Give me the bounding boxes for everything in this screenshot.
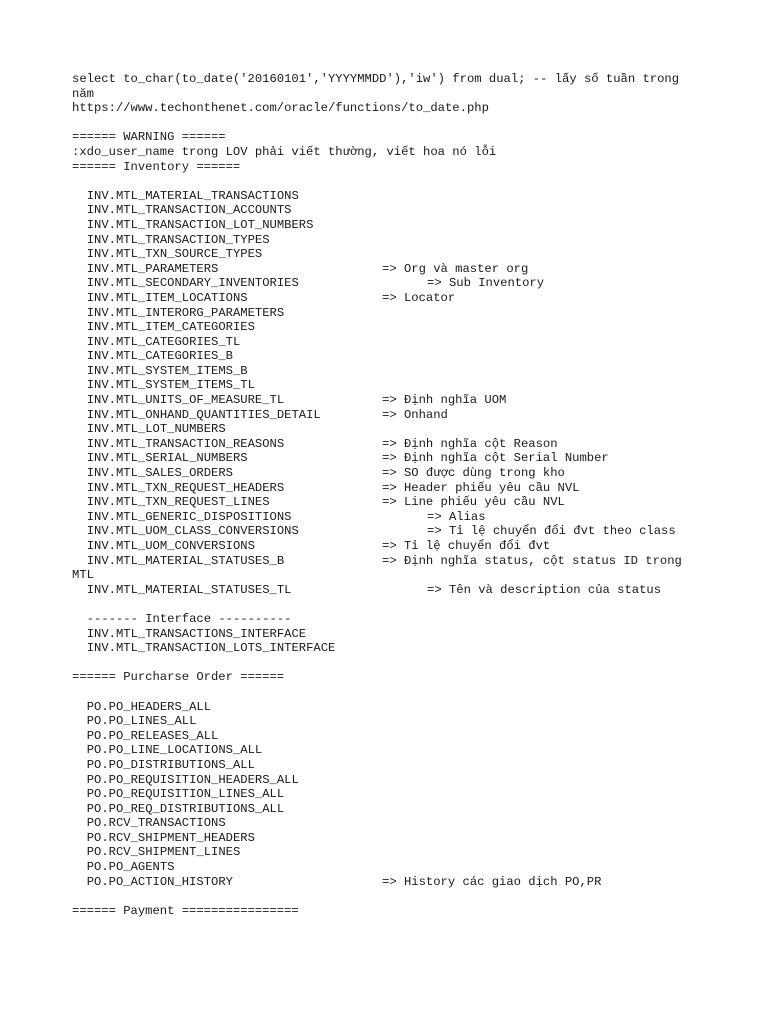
blank-line — [72, 116, 712, 131]
table-name: INV.MTL_UNITS_OF_MEASURE_TL — [86, 393, 285, 408]
table-row — [72, 729, 712, 744]
table-name: INV.MTL_CATEGORIES_B — [86, 349, 233, 364]
warning-title: ====== WARNING ====== — [72, 130, 226, 145]
table-row — [72, 700, 712, 715]
table-row — [72, 218, 712, 233]
table-row — [72, 422, 712, 437]
interface-table: INV.MTL_TRANSACTION_LOTS_INTERFACE — [86, 641, 336, 656]
inventory-table-row — [72, 583, 712, 598]
table-name: INV.MTL_TXN_REQUEST_HEADERS — [86, 480, 285, 495]
table-name: PO.PO_AGENTS — [86, 860, 175, 875]
document-page — [72, 72, 712, 918]
blank-line — [72, 656, 712, 671]
table-name: INV.MTL_MATERIAL_TRANSACTIONS — [86, 188, 299, 203]
table-name: INV.MTL_MATERIAL_STATUSES_TL — [86, 582, 292, 597]
table-name: INV.MTL_UOM_CLASS_CONVERSIONS — [86, 524, 299, 539]
interface-table: INV.MTL_TRANSACTIONS_INTERFACE — [86, 626, 307, 641]
table-row — [72, 554, 712, 569]
table-row — [72, 247, 712, 262]
table-row — [72, 276, 712, 291]
table-name: PO.RCV_SHIPMENT_HEADERS — [86, 830, 255, 845]
table-row — [72, 364, 712, 379]
table-row — [72, 758, 712, 773]
table-row — [72, 437, 712, 452]
table-name: INV.MTL_SYSTEM_ITEMS_TL — [86, 378, 255, 393]
purchase-table-list — [72, 700, 712, 890]
table-name: INV.MTL_SYSTEM_ITEMS_B — [86, 363, 248, 378]
table-row — [72, 408, 712, 423]
table-row — [72, 510, 712, 525]
wrap-text: MTL — [72, 568, 94, 583]
table-row — [72, 714, 712, 729]
table-note: => Line phiếu yêu cầu NVL — [382, 495, 565, 510]
warning-note: :xdo_user_name trong LOV phải viết thường, viết hoa nó lỗi — [72, 144, 497, 159]
blank-line — [72, 685, 712, 700]
table-name: INV.MTL_TXN_REQUEST_LINES — [86, 495, 270, 510]
table-row — [72, 845, 712, 860]
reference-url: https://www.techonthenet.com/oracle/functions/to_date.php — [72, 101, 489, 116]
inventory-title: ====== Inventory ====== — [72, 159, 241, 174]
table-row — [72, 349, 712, 364]
table-name: INV.MTL_SALES_ORDERS — [86, 466, 233, 481]
purchase-title: ====== Purcharse Order ====== — [72, 670, 285, 685]
table-name: INV.MTL_TRANSACTION_LOT_NUMBERS — [86, 217, 314, 232]
table-name: PO.PO_REQUISITION_HEADERS_ALL — [86, 772, 299, 787]
table-note: => SO được dùng trong kho — [382, 466, 565, 481]
table-name: INV.MTL_SERIAL_NUMBERS — [86, 451, 248, 466]
table-name: PO.RCV_TRANSACTIONS — [86, 816, 226, 831]
table-note: => Tỉ lệ chuyển đổi đvt — [382, 539, 551, 553]
blank-line — [72, 174, 712, 189]
table-note: => Sub Inventory — [427, 276, 545, 291]
table-name: PO.PO_REQUISITION_LINES_ALL — [86, 787, 285, 802]
table-row — [72, 802, 712, 817]
table-row — [72, 306, 712, 321]
table-name: PO.PO_DISTRIBUTIONS_ALL — [86, 757, 255, 772]
table-row — [72, 787, 712, 802]
table-note: => Header phiếu yêu cầu NVL — [382, 480, 580, 495]
table-row — [72, 481, 712, 496]
table-row — [72, 189, 712, 204]
table-note: => Org và master org — [382, 261, 529, 276]
table-note: => Locator — [382, 290, 456, 305]
table-note: => Onhand — [382, 407, 448, 422]
table-note: => Định nghĩa cột Serial Number — [382, 451, 609, 466]
table-name: INV.MTL_UOM_CONVERSIONS — [86, 539, 255, 553]
table-row — [72, 378, 712, 393]
table-name: INV.MTL_GENERIC_DISPOSITIONS — [86, 509, 292, 524]
table-note: => Định nghĩa status, cột status ID trong — [382, 553, 682, 568]
table-row — [72, 860, 712, 875]
table-name: INV.MTL_ITEM_LOCATIONS — [86, 290, 248, 305]
table-row — [72, 393, 712, 408]
query-line: select to_char(to_date('20160101','YYYYMMDD'),'iw') from dual; -- lấy số tuần trong — [72, 72, 680, 86]
table-name: PO.PO_HEADERS_ALL — [86, 699, 212, 714]
blank-line — [72, 597, 712, 612]
table-row — [72, 816, 712, 831]
payment-title: ====== Payment ================ — [72, 903, 299, 918]
blank-line — [72, 889, 712, 904]
table-note: => Tên và description của status — [427, 582, 662, 597]
table-row — [72, 524, 712, 539]
table-row — [72, 495, 712, 510]
table-row — [72, 291, 712, 306]
table-name: PO.PO_RELEASES_ALL — [86, 728, 219, 743]
table-row — [72, 743, 712, 758]
table-name: INV.MTL_ONHAND_QUANTITIES_DETAIL — [86, 407, 321, 422]
table-row — [72, 335, 712, 350]
table-note: => Định nghĩa cột Reason — [382, 436, 558, 451]
query-wrap-line: năm — [72, 86, 94, 101]
table-row — [72, 466, 712, 481]
table-name: INV.MTL_TRANSACTION_REASONS — [86, 436, 285, 451]
table-name: INV.MTL_INTERORG_PARAMETERS — [86, 305, 285, 320]
table-name: INV.MTL_MATERIAL_STATUSES_B — [86, 553, 285, 568]
table-row — [72, 262, 712, 277]
table-row — [72, 831, 712, 846]
table-name: INV.MTL_TRANSACTION_TYPES — [86, 232, 270, 247]
inventory-table-list — [72, 189, 712, 568]
table-name: INV.MTL_SECONDARY_INVENTORIES — [86, 276, 299, 291]
table-name: PO.PO_LINE_LOCATIONS_ALL — [86, 743, 263, 758]
table-name: INV.MTL_ITEM_CATEGORIES — [86, 320, 255, 335]
table-row — [72, 320, 712, 335]
table-note: => Alias — [427, 509, 486, 524]
table-row — [72, 875, 712, 890]
table-name: PO.PO_LINES_ALL — [86, 714, 197, 729]
table-name: PO.PO_REQ_DISTRIBUTIONS_ALL — [86, 801, 285, 816]
table-name: INV.MTL_TXN_SOURCE_TYPES — [86, 247, 263, 262]
table-name: PO.RCV_SHIPMENT_LINES — [86, 845, 241, 860]
table-row — [72, 451, 712, 466]
table-row — [72, 203, 712, 218]
table-row — [72, 539, 712, 554]
interface-title: ------- Interface ---------- — [86, 611, 292, 626]
table-name: INV.MTL_TRANSACTION_ACCOUNTS — [86, 203, 292, 218]
table-row — [72, 773, 712, 788]
table-name: INV.MTL_LOT_NUMBERS — [86, 422, 226, 437]
table-note: => Định nghĩa UOM — [382, 393, 507, 408]
table-name: PO.PO_ACTION_HISTORY — [86, 874, 233, 889]
table-note: => History các giao dịch PO,PR — [382, 874, 602, 889]
table-name: INV.MTL_PARAMETERS — [86, 261, 219, 276]
table-name: INV.MTL_CATEGORIES_TL — [86, 334, 241, 349]
table-row — [72, 233, 712, 248]
table-note: => Tỉ lệ chuyển đổi đvt theo class — [427, 524, 676, 539]
